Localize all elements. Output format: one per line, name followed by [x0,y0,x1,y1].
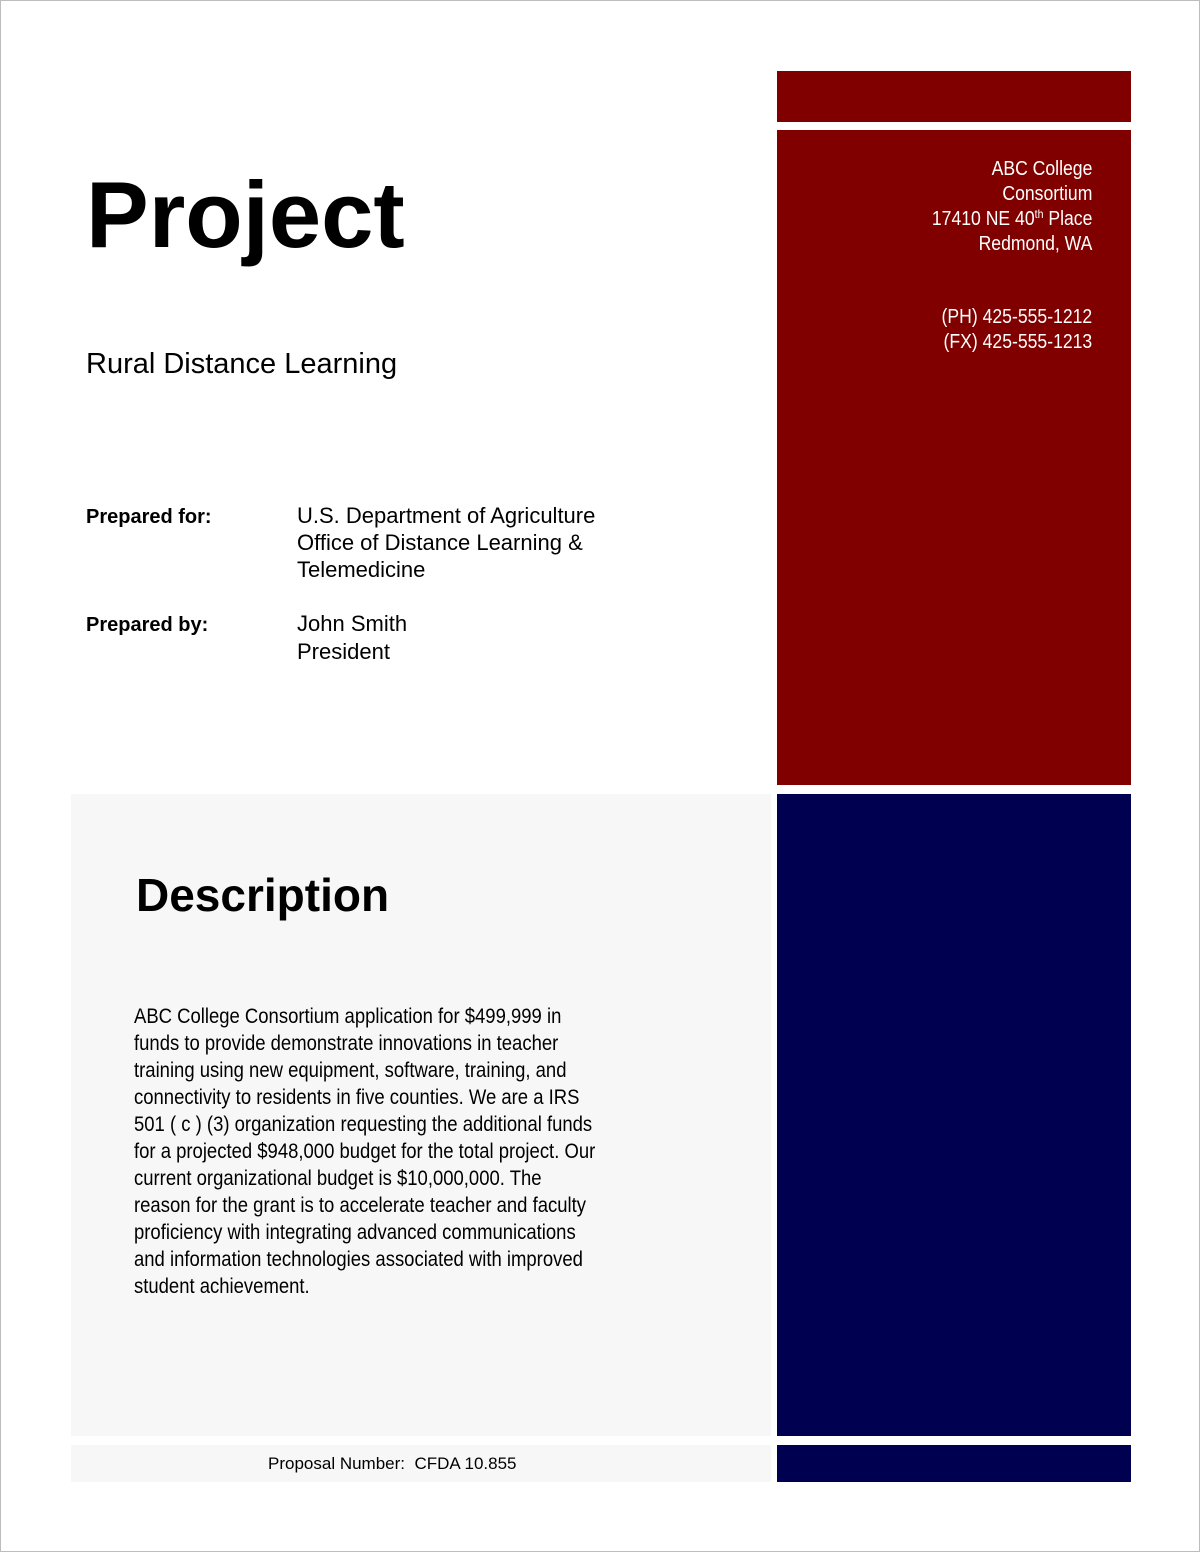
description-line: and information technologies associated with improved [134,1248,583,1271]
organization-phone [941,305,1092,355]
description-line: reason for the grant is to accelerate teacher and faculty [134,1194,587,1217]
org-city: Redmond, WA [978,233,1092,255]
prepared-for-label: Prepared for: [86,506,212,528]
accent-panel-navy [777,794,1131,1436]
prepared-for-line: Telemedicine [297,557,426,582]
description-line: 501 ( c ) (3) organization requesting the additional funds [134,1113,593,1136]
org-name-line2: Consortium [1002,183,1092,205]
page-title: Project [86,162,405,267]
description-line: funds to provide demonstrate innovations in teacher [134,1032,559,1055]
prepared-for-line: U.S. Department of Agriculture [297,503,596,528]
description-body [134,1003,627,1300]
prepared-for-line: Office of Distance Learning & [297,530,583,555]
description-line: for a projected $948,000 budget for the total project. Our [134,1140,596,1163]
description-line: connectivity to residents in five counties. We are a IRS [134,1086,580,1109]
org-street [932,207,1092,232]
accent-bar-bottom [777,1445,1131,1482]
description-line: ABC College Consortium application for $499,999 in [134,1005,562,1028]
proposal-number: Proposal Number: CFDA 10.855 [268,1454,517,1473]
street-ordinal: th [1034,207,1044,221]
street-name: Place [1043,208,1092,230]
organization-address [932,157,1092,257]
org-name-line1: ABC College [991,158,1092,180]
fax-number: (FX) 425-555-1213 [943,331,1092,353]
prepared-by-line: President [297,639,390,664]
phone-number: (PH) 425-555-1212 [941,306,1092,328]
description-line: student achievement. [134,1275,310,1298]
prepared-by-value [297,610,407,666]
prepared-for-value [297,502,595,583]
description-heading: Description [136,869,390,921]
accent-bar-top [777,71,1131,122]
description-line: training using new equipment, software, training, and [134,1059,567,1082]
description-line: current organizational budget is $10,000,000. The [134,1167,542,1190]
page-subtitle: Rural Distance Learning [86,348,398,380]
prepared-by-label: Prepared by: [86,614,209,636]
description-line: proficiency with integrating advanced communications [134,1221,576,1244]
prepared-by-line: John Smith [297,611,408,636]
street-number: 17410 NE 40 [931,208,1035,230]
